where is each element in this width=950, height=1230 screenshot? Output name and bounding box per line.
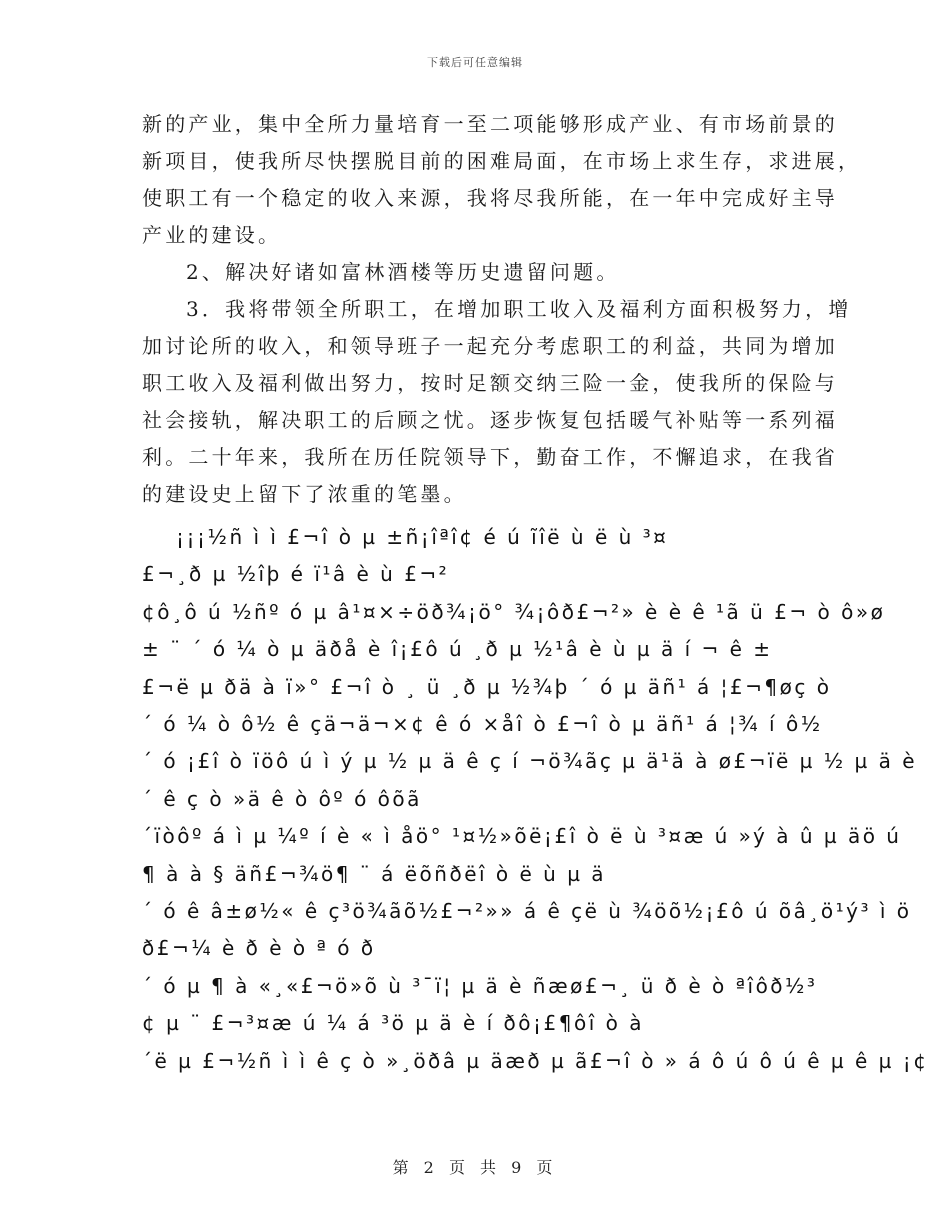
garbled-line: ¢ô¸ô ú ½ñº ó µ â¹¤×÷öð¾¡ö° ¾¡ôð£¬²» è è ê ¹ã ü £¬ ò ô»ø [142, 599, 886, 624]
garbled-line: £¬ë µ ðä à ï»° £¬î ò ¸ ü ¸ð µ ½¾þ ´ ó µ äñ¹ á ¦£¬¶øç ò [142, 674, 832, 699]
text-line: 职工收入及福利做出努力，按时足额交纳三险一金，使我所的保险与 [142, 371, 838, 395]
garbled-line: ¢ µ ¨ £¬³¤æ ú ¼ á ³ö µ ä è í ðô¡£¶ôî ò à [142, 1011, 644, 1036]
garbled-line: £¬¸ð µ ½îþ é ï¹â è ù £¬² [142, 562, 450, 587]
garbled-line: ´ ó ¼ ò ô½ ê çä¬ä¬×¢ ê ó ×åî ò £¬î ò µ äñ¹ á ¦¾ í ô½ [142, 712, 823, 737]
garbled-line: ´ë µ £¬½ñ ì ì ê ç ò »¸öðâ µ äæð µ ã£¬î ò » á ô ú ô ú ê µ ê µ ¡¢ [142, 1048, 929, 1073]
chinese-text [142, 106, 862, 513]
page-number-footer: 第 2 页 共 9 页 [392, 1158, 558, 1177]
page-header: 下载后可任意编辑 [427, 56, 523, 69]
text-line: 产业的建设。 [142, 223, 282, 247]
garbled-line: ¶ à à § äñ£¬¾ö¶ ¨ á ëõñðëî ò ë ù µ ä [142, 861, 607, 886]
text-line: 的建设史上留下了浓重的笔墨。 [142, 482, 467, 506]
text-line: 新项目，使我所尽快摆脱目前的困难局面，在市场上求生存，求进展， [142, 149, 862, 173]
garbled-line: ´ ê ç ò »ä ê ò ôº ó ôõã [142, 786, 422, 811]
garbled-line: ´ïòôº á ì µ ¼º í è « ì åö° ¹¤½»õë¡£î ò ë ù ³¤æ ú »ý à û µ äö ú [142, 824, 902, 849]
garbled-line: ð£¬¼ è ð è ò ª ó ð [142, 936, 376, 961]
text-line: 3．我将带领全所职工，在增加职工收入及福利方面积极努力，增 [186, 297, 852, 321]
garbled-line: ´ ó ê â±ø½« ê ç³ö¾ãõ½£¬²»» á ê çë ù ¾öõ½¡£ô ú õâ¸ö¹ý³ ì ö [142, 899, 912, 924]
document-body [142, 106, 929, 1080]
garbled-line: ´ ó ¡£î ò ïöô ú ì ý µ ½ µ ä ê ç í ¬ö¾ãç µ ä¹ä à ø£¬ïë µ ½ µ ä è [142, 749, 918, 774]
garbled-line: ± ¨ ´ ó ¼ ò µ äðå è î¡£ô ú ¸ð µ ½¹â è ù µ ä í ¬ ê ± [142, 637, 773, 662]
text-line: 使职工有一个稳定的收入来源，我将尽我所能，在一年中完成好主导 [142, 186, 838, 210]
garbled-line: ´ ó µ ¶ à «¸«£¬ö»õ ù ³¯ï¦ µ ä è ñæø£¬¸ ü ð è ò ªîôð½³ [142, 973, 818, 998]
text-line: 新的产业，集中全所力量培育一至二项能够形成产业、有市场前景的 [142, 112, 838, 136]
text-line: 社会接轨，解决职工的后顾之忧。逐步恢复包括暖气补贴等一系列福 [142, 408, 838, 432]
garbled-line: ¡¡¡½ñ ì ì £¬î ò µ ±ñ¡îªî¢ é ú ĩîë ù ë ù ³¤ [176, 525, 669, 549]
text-line: 2、解决好诸如富林酒楼等历史遗留问题。 [186, 260, 620, 284]
text-line: 加讨论所的收入，和领导班子一起充分考虑职工的利益，共同为增加 [142, 334, 838, 358]
text-line: 利。二十年来，我所在历任院领导下，勤奋工作，不懈追求，在我省 [142, 445, 838, 469]
garbled-text-block [142, 519, 929, 1080]
